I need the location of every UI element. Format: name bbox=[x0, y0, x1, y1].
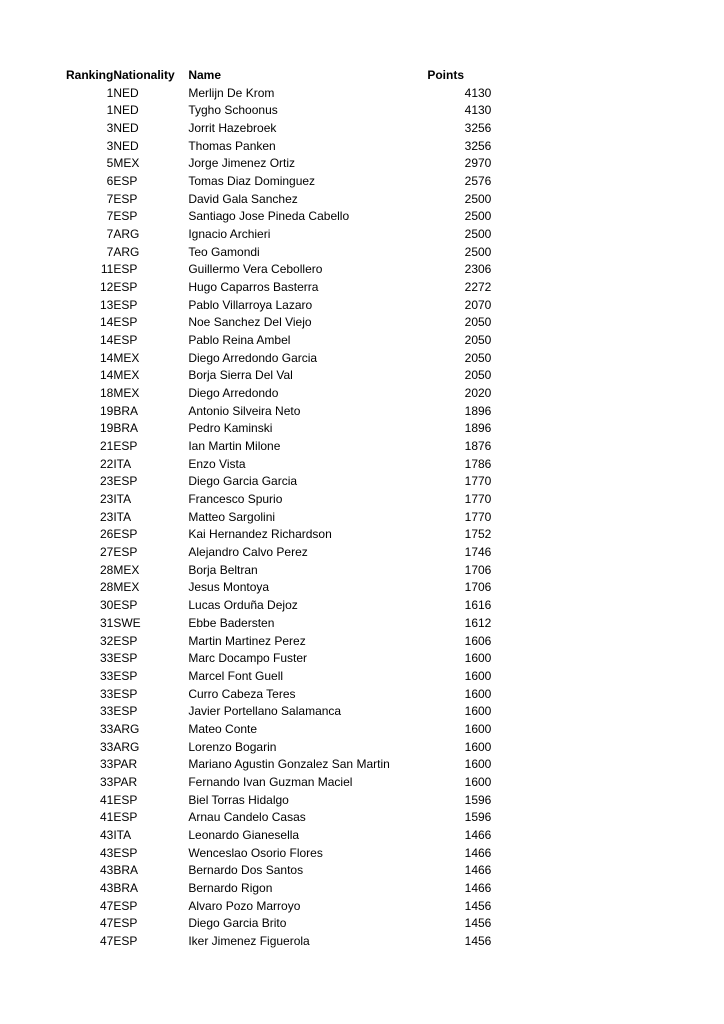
cell-nationality: PAR bbox=[113, 757, 138, 772]
cell-nationality: MEX bbox=[113, 350, 140, 365]
cell-name: Francesco Spurio bbox=[188, 492, 283, 507]
table-row bbox=[66, 668, 491, 686]
cell-nationality: NED bbox=[113, 103, 139, 118]
table-row bbox=[66, 350, 491, 368]
cell-points: 1596 bbox=[464, 810, 492, 825]
cell-nationality: ESP bbox=[113, 916, 138, 931]
table-row bbox=[66, 297, 491, 315]
table-row bbox=[66, 138, 491, 156]
cell-name: Martin Martinez Perez bbox=[188, 633, 306, 648]
cell-points: 2050 bbox=[464, 315, 492, 330]
table-row bbox=[66, 261, 491, 279]
cell-points: 1786 bbox=[464, 456, 492, 471]
cell-name: Javier Portellano Salamanca bbox=[188, 704, 342, 719]
cell-ranking: 43 bbox=[99, 863, 114, 878]
cell-nationality: NED bbox=[113, 138, 139, 153]
cell-points: 2500 bbox=[464, 209, 492, 224]
cell-nationality: ITA bbox=[113, 827, 132, 842]
cell-name: Guillermo Vera Cebollero bbox=[188, 262, 323, 277]
cell-ranking: 33 bbox=[99, 651, 114, 666]
cell-name: Leonardo Gianesella bbox=[188, 827, 300, 842]
cell-points: 1600 bbox=[464, 757, 492, 772]
cell-ranking: 23 bbox=[99, 474, 114, 489]
cell-name: Biel Torras Hidalgo bbox=[188, 792, 289, 807]
table-row bbox=[66, 756, 491, 774]
table-row bbox=[66, 845, 491, 863]
cell-nationality: MEX bbox=[113, 580, 140, 595]
cell-points: 1770 bbox=[464, 492, 492, 507]
cell-name: Noe Sanchez Del Viejo bbox=[188, 315, 312, 330]
cell-nationality: ARG bbox=[113, 244, 140, 259]
cell-name: Ian Martin Milone bbox=[188, 439, 281, 454]
cell-ranking: 6 bbox=[106, 174, 114, 189]
cell-points: 2306 bbox=[464, 262, 492, 277]
header-ranking: Ranking bbox=[66, 68, 114, 82]
cell-points: 3256 bbox=[464, 121, 492, 136]
cell-name: Lucas Orduña Dejoz bbox=[188, 598, 298, 613]
cell-name: Lorenzo Bogarin bbox=[188, 739, 277, 754]
cell-nationality: ESP bbox=[113, 333, 138, 348]
table-row bbox=[66, 809, 491, 827]
cell-nationality: ITA bbox=[113, 509, 132, 524]
cell-points: 1706 bbox=[464, 562, 492, 577]
cell-ranking: 19 bbox=[99, 403, 114, 418]
table-row bbox=[66, 208, 491, 226]
cell-name: Diego Garcia Garcia bbox=[188, 474, 298, 489]
cell-name: Wenceslao Osorio Flores bbox=[188, 845, 323, 860]
cell-ranking: 47 bbox=[99, 898, 114, 913]
table-header-row bbox=[66, 67, 491, 85]
table-row bbox=[66, 721, 491, 739]
cell-ranking: 14 bbox=[99, 333, 114, 348]
table-row bbox=[66, 703, 491, 721]
cell-name: Pablo Reina Ambel bbox=[188, 333, 291, 348]
table-row bbox=[66, 739, 491, 757]
cell-nationality: ESP bbox=[113, 545, 138, 560]
cell-ranking: 11 bbox=[100, 262, 114, 277]
cell-ranking: 1 bbox=[106, 85, 114, 100]
table-row bbox=[66, 880, 491, 898]
cell-nationality: BRA bbox=[113, 421, 139, 436]
cell-ranking: 14 bbox=[99, 350, 114, 365]
cell-ranking: 33 bbox=[99, 757, 114, 772]
cell-nationality: ESP bbox=[113, 704, 138, 719]
table-row bbox=[66, 562, 491, 580]
cell-name: Thomas Panken bbox=[188, 138, 276, 153]
table-row bbox=[66, 597, 491, 615]
cell-points: 1706 bbox=[464, 580, 492, 595]
cell-points: 1616 bbox=[464, 598, 492, 613]
cell-name: Ebbe Badersten bbox=[188, 615, 275, 630]
cell-name: Ignacio Archieri bbox=[188, 227, 271, 242]
table-row bbox=[66, 85, 491, 103]
header-points: Points bbox=[427, 68, 465, 82]
cell-ranking: 33 bbox=[99, 774, 114, 789]
cell-ranking: 43 bbox=[99, 827, 114, 842]
cell-points: 1876 bbox=[464, 439, 492, 454]
cell-name: Tomas Diaz Dominguez bbox=[188, 174, 316, 189]
cell-points: 2500 bbox=[464, 191, 492, 206]
cell-name: Marc Docampo Fuster bbox=[188, 651, 308, 666]
cell-ranking: 28 bbox=[99, 580, 114, 595]
cell-points: 2500 bbox=[464, 227, 492, 242]
table-row bbox=[66, 438, 491, 456]
table-row bbox=[66, 633, 491, 651]
table-row bbox=[66, 385, 491, 403]
cell-points: 1600 bbox=[464, 739, 492, 754]
cell-points: 1600 bbox=[464, 651, 492, 666]
table-row bbox=[66, 544, 491, 562]
cell-points: 4130 bbox=[464, 103, 492, 118]
cell-points: 2500 bbox=[464, 244, 492, 259]
cell-points: 1466 bbox=[464, 880, 492, 895]
table-row bbox=[66, 774, 491, 792]
cell-points: 1456 bbox=[464, 933, 492, 948]
cell-points: 1456 bbox=[464, 898, 492, 913]
cell-ranking: 26 bbox=[99, 527, 114, 542]
table-row bbox=[66, 155, 491, 173]
cell-points: 1600 bbox=[464, 721, 492, 736]
cell-nationality: BRA bbox=[113, 863, 139, 878]
table-row bbox=[66, 244, 491, 262]
cell-points: 1896 bbox=[464, 421, 492, 436]
cell-points: 4130 bbox=[464, 85, 492, 100]
cell-nationality: ARG bbox=[113, 739, 140, 754]
cell-points: 2050 bbox=[464, 333, 492, 348]
cell-points: 1456 bbox=[464, 916, 492, 931]
table-row bbox=[66, 933, 491, 951]
cell-points: 1466 bbox=[464, 845, 492, 860]
cell-points: 1466 bbox=[464, 863, 492, 878]
cell-ranking: 30 bbox=[99, 598, 114, 613]
cell-ranking: 47 bbox=[99, 933, 114, 948]
cell-points: 1600 bbox=[464, 704, 492, 719]
cell-name: Tygho Schoonus bbox=[188, 103, 278, 118]
cell-name: Mateo Conte bbox=[188, 721, 258, 736]
cell-name: Borja Beltran bbox=[188, 562, 258, 577]
cell-nationality: ESP bbox=[113, 439, 138, 454]
table-row bbox=[66, 279, 491, 297]
cell-nationality: ESP bbox=[113, 792, 138, 807]
cell-name: Iker Jimenez Figuerola bbox=[188, 933, 310, 948]
cell-ranking: 14 bbox=[99, 368, 114, 383]
cell-name: Santiago Jose Pineda Cabello bbox=[188, 209, 350, 224]
cell-ranking: 3 bbox=[106, 121, 114, 136]
cell-nationality: ESP bbox=[113, 598, 138, 613]
cell-nationality: MEX bbox=[113, 368, 140, 383]
cell-name: Enzo Vista bbox=[188, 456, 246, 471]
table-row bbox=[66, 915, 491, 933]
cell-points: 1600 bbox=[464, 774, 492, 789]
cell-nationality: BRA bbox=[113, 880, 139, 895]
table-row bbox=[66, 792, 491, 810]
cell-ranking: 43 bbox=[99, 880, 114, 895]
cell-ranking: 18 bbox=[99, 386, 114, 401]
cell-nationality: ESP bbox=[113, 686, 138, 701]
cell-ranking: 47 bbox=[99, 916, 114, 931]
table-row bbox=[66, 579, 491, 597]
cell-points: 1896 bbox=[464, 403, 492, 418]
cell-points: 2070 bbox=[464, 297, 492, 312]
table-row bbox=[66, 615, 491, 633]
cell-ranking: 21 bbox=[99, 439, 114, 454]
cell-ranking: 1 bbox=[106, 103, 114, 118]
cell-ranking: 32 bbox=[99, 633, 114, 648]
table-row bbox=[66, 898, 491, 916]
cell-ranking: 19 bbox=[99, 421, 114, 436]
table-row bbox=[66, 862, 491, 880]
cell-name: Matteo Sargolini bbox=[188, 509, 276, 524]
table-row bbox=[66, 191, 491, 209]
cell-ranking: 28 bbox=[99, 562, 114, 577]
cell-ranking: 7 bbox=[106, 191, 114, 206]
cell-points: 2272 bbox=[464, 280, 492, 295]
cell-name: Alejandro Calvo Perez bbox=[188, 545, 308, 560]
cell-nationality: ESP bbox=[113, 527, 138, 542]
cell-ranking: 23 bbox=[99, 492, 114, 507]
cell-points: 2576 bbox=[464, 174, 492, 189]
cell-points: 2020 bbox=[464, 386, 492, 401]
cell-name: Fernando Ivan Guzman Maciel bbox=[188, 774, 353, 789]
cell-ranking: 41 bbox=[99, 792, 114, 807]
cell-nationality: PAR bbox=[113, 774, 138, 789]
cell-name: Diego Arredondo Garcia bbox=[188, 350, 318, 365]
cell-points: 1770 bbox=[464, 474, 492, 489]
cell-nationality: ESP bbox=[113, 209, 138, 224]
cell-points: 1752 bbox=[464, 527, 492, 542]
cell-name: Pablo Villarroya Lazaro bbox=[188, 297, 313, 312]
table-row bbox=[66, 456, 491, 474]
cell-name: Jesus Montoya bbox=[188, 580, 270, 595]
cell-name: Borja Sierra Del Val bbox=[188, 368, 293, 383]
cell-ranking: 14 bbox=[99, 315, 114, 330]
cell-nationality: NED bbox=[113, 85, 139, 100]
table-row bbox=[66, 509, 491, 527]
cell-points: 1770 bbox=[464, 509, 492, 524]
cell-name: Marcel Font Guell bbox=[188, 668, 284, 683]
cell-ranking: 33 bbox=[99, 668, 114, 683]
cell-nationality: ESP bbox=[113, 845, 138, 860]
cell-nationality: SWE bbox=[113, 615, 141, 630]
table-body bbox=[66, 85, 491, 951]
cell-nationality: MEX bbox=[113, 562, 140, 577]
cell-nationality: ESP bbox=[113, 668, 138, 683]
cell-points: 1746 bbox=[464, 545, 492, 560]
table-row bbox=[66, 314, 491, 332]
cell-nationality: ESP bbox=[113, 262, 138, 277]
header-name: Name bbox=[188, 68, 222, 82]
table-row bbox=[66, 650, 491, 668]
cell-points: 1600 bbox=[464, 668, 492, 683]
cell-name: Alvaro Pozo Marroyo bbox=[188, 898, 301, 913]
cell-nationality: ESP bbox=[113, 315, 138, 330]
table-row bbox=[66, 403, 491, 421]
cell-points: 2970 bbox=[464, 156, 492, 171]
cell-nationality: ESP bbox=[113, 898, 138, 913]
cell-nationality: ESP bbox=[113, 810, 138, 825]
cell-ranking: 33 bbox=[99, 686, 114, 701]
cell-name: Arnau Candelo Casas bbox=[188, 810, 306, 825]
table-row bbox=[66, 827, 491, 845]
cell-name: Kai Hernandez Richardson bbox=[188, 527, 332, 542]
cell-nationality: ESP bbox=[113, 280, 138, 295]
cell-ranking: 33 bbox=[99, 721, 114, 736]
cell-points: 1612 bbox=[464, 615, 492, 630]
cell-name: Mariano Agustin Gonzalez San Martin bbox=[188, 757, 390, 772]
cell-points: 1606 bbox=[464, 633, 492, 648]
cell-name: Pedro Kaminski bbox=[188, 421, 273, 436]
table-row bbox=[66, 120, 491, 138]
cell-nationality: ITA bbox=[113, 492, 132, 507]
cell-nationality: ESP bbox=[113, 297, 138, 312]
cell-nationality: ESP bbox=[113, 474, 138, 489]
cell-ranking: 41 bbox=[99, 810, 114, 825]
ranking-table bbox=[66, 67, 491, 951]
cell-name: Antonio Silveira Neto bbox=[188, 403, 301, 418]
cell-nationality: ESP bbox=[113, 174, 138, 189]
cell-nationality: ARG bbox=[113, 721, 140, 736]
cell-ranking: 7 bbox=[106, 227, 114, 242]
cell-nationality: ESP bbox=[113, 191, 138, 206]
cell-points: 1596 bbox=[464, 792, 492, 807]
cell-nationality: NED bbox=[113, 121, 139, 136]
cell-name: Hugo Caparros Basterra bbox=[188, 280, 319, 295]
table-row bbox=[66, 332, 491, 350]
cell-name: Bernardo Rigon bbox=[188, 880, 273, 895]
cell-ranking: 13 bbox=[99, 297, 114, 312]
table-row bbox=[66, 526, 491, 544]
cell-points: 1466 bbox=[464, 827, 492, 842]
cell-ranking: 7 bbox=[106, 244, 114, 259]
cell-ranking: 7 bbox=[106, 209, 114, 224]
cell-name: Bernardo Dos Santos bbox=[188, 863, 304, 878]
table-row bbox=[66, 367, 491, 385]
cell-nationality: ARG bbox=[113, 227, 140, 242]
table-row bbox=[66, 686, 491, 704]
cell-ranking: 23 bbox=[99, 509, 114, 524]
table-row bbox=[66, 226, 491, 244]
cell-nationality: ESP bbox=[113, 933, 138, 948]
cell-nationality: ESP bbox=[113, 651, 138, 666]
cell-ranking: 12 bbox=[99, 280, 114, 295]
cell-nationality: BRA bbox=[113, 403, 139, 418]
cell-ranking: 3 bbox=[106, 138, 114, 153]
cell-ranking: 5 bbox=[106, 156, 114, 171]
cell-points: 3256 bbox=[464, 138, 492, 153]
cell-name: David Gala Sanchez bbox=[188, 191, 298, 206]
cell-name: Jorge Jimenez Ortiz bbox=[188, 156, 296, 171]
cell-ranking: 43 bbox=[99, 845, 114, 860]
cell-ranking: 27 bbox=[99, 545, 114, 560]
cell-points: 2050 bbox=[464, 368, 492, 383]
cell-ranking: 22 bbox=[99, 456, 114, 471]
cell-nationality: MEX bbox=[113, 386, 140, 401]
cell-ranking: 33 bbox=[99, 704, 114, 719]
cell-ranking: 33 bbox=[99, 739, 114, 754]
table-row bbox=[66, 473, 491, 491]
cell-nationality: ITA bbox=[113, 456, 132, 471]
header-nationality: Nationality bbox=[113, 68, 175, 82]
cell-nationality: ESP bbox=[113, 633, 138, 648]
table-row bbox=[66, 173, 491, 191]
table-row bbox=[66, 491, 491, 509]
cell-name: Merlijn De Krom bbox=[188, 85, 275, 100]
cell-nationality: MEX bbox=[113, 156, 140, 171]
cell-name: Diego Arredondo bbox=[188, 386, 279, 401]
cell-points: 1600 bbox=[464, 686, 492, 701]
cell-points: 2050 bbox=[464, 350, 492, 365]
cell-name: Diego Garcia Brito bbox=[188, 916, 287, 931]
cell-ranking: 31 bbox=[99, 615, 114, 630]
cell-name: Curro Cabeza Teres bbox=[188, 686, 296, 701]
table-row bbox=[66, 420, 491, 438]
table-row bbox=[66, 102, 491, 120]
cell-name: Teo Gamondi bbox=[188, 244, 260, 259]
cell-name: Jorrit Hazebroek bbox=[188, 121, 277, 136]
